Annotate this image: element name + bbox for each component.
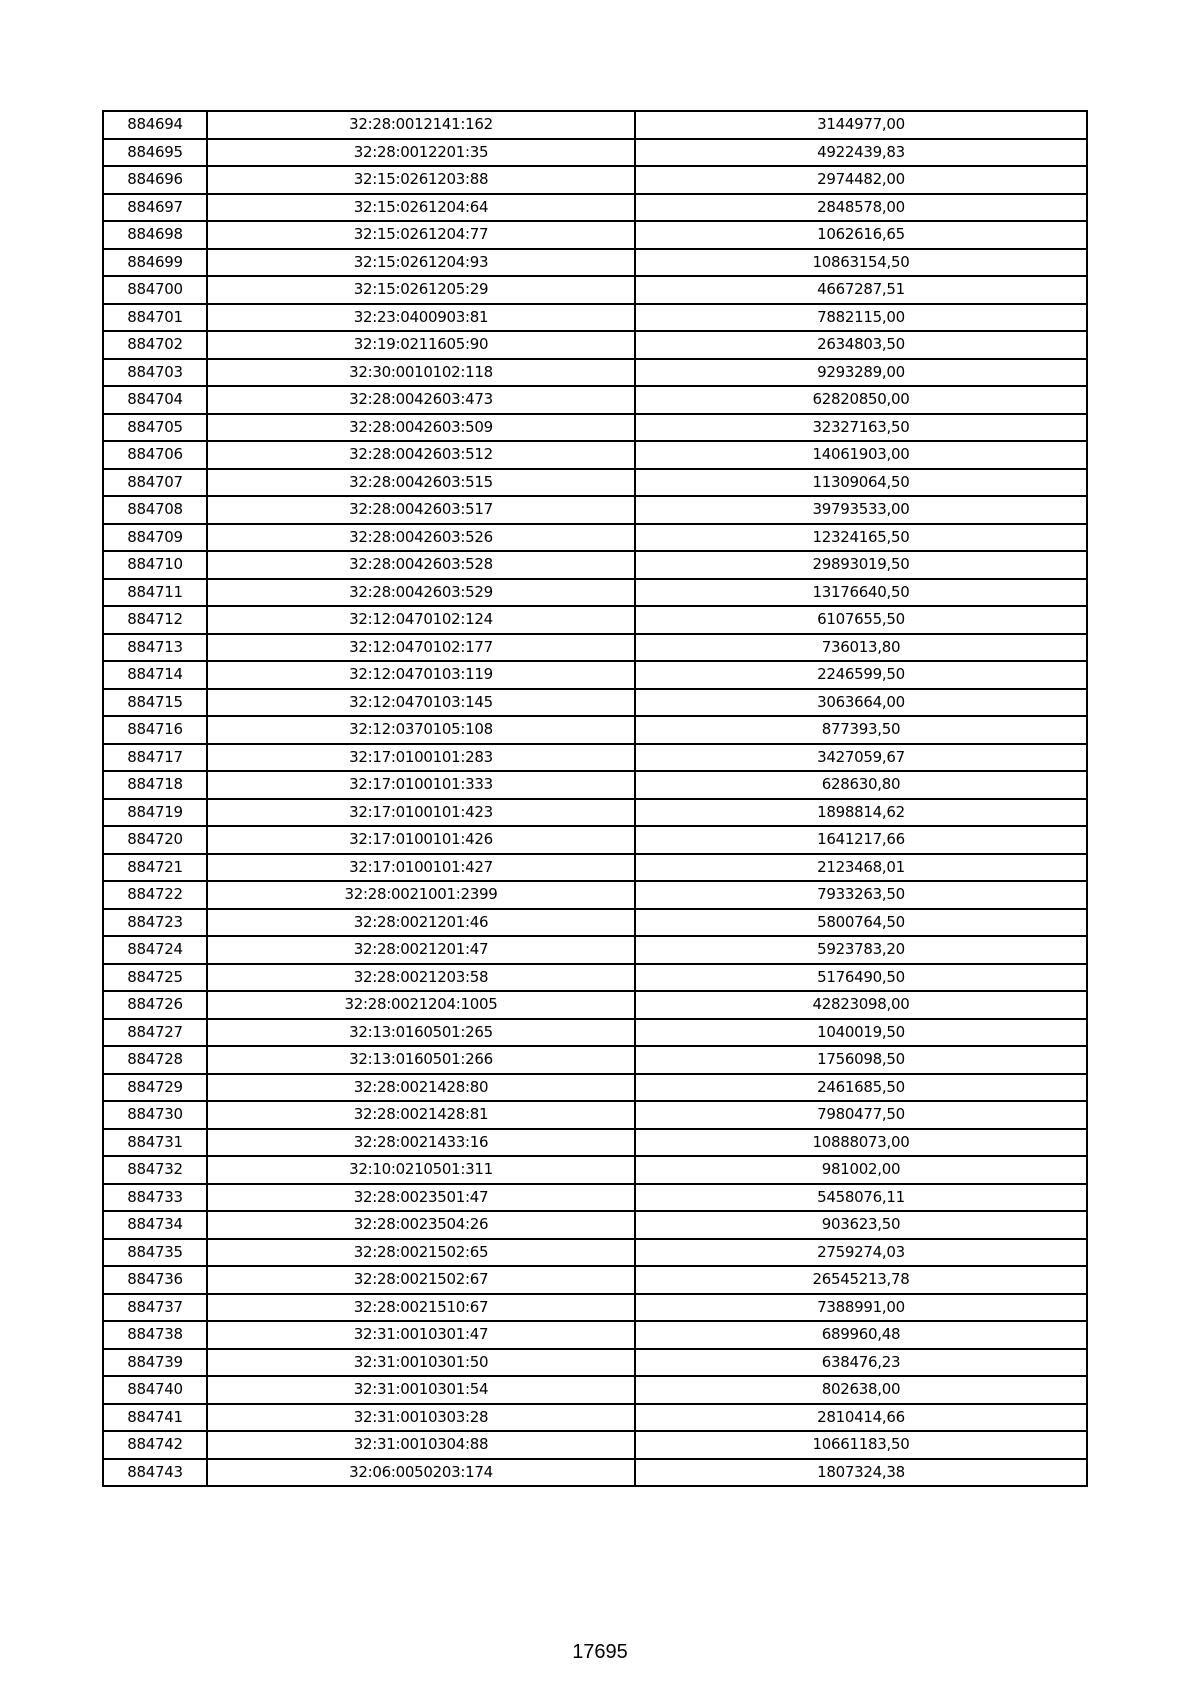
row-number-cell: 884722: [103, 881, 207, 909]
row-number-cell: 884715: [103, 689, 207, 717]
value-cell: 2810414,66: [635, 1404, 1087, 1432]
cadastral-number-cell: 32:28:0012141:162: [207, 111, 635, 139]
cadastral-number-cell: 32:17:0100101:423: [207, 799, 635, 827]
cadastral-number-cell: 32:10:0210501:311: [207, 1156, 635, 1184]
value-cell: 7980477,50: [635, 1101, 1087, 1129]
value-cell: 1756098,50: [635, 1046, 1087, 1074]
cadastral-number-cell: 32:28:0012201:35: [207, 139, 635, 167]
cadastral-number-cell: 32:28:0021201:47: [207, 936, 635, 964]
cadastral-number-cell: 32:28:0042603:512: [207, 441, 635, 469]
table-row: [103, 881, 1087, 909]
value-cell: 2974482,00: [635, 166, 1087, 194]
cadastral-number-cell: 32:06:0050203:174: [207, 1459, 635, 1487]
data-table: [102, 110, 1088, 1487]
value-cell: 10661183,50: [635, 1431, 1087, 1459]
row-number-cell: 884697: [103, 194, 207, 222]
value-cell: 9293289,00: [635, 359, 1087, 387]
cadastral-number-cell: 32:28:0042603:517: [207, 496, 635, 524]
table-row: [103, 496, 1087, 524]
value-cell: 2848578,00: [635, 194, 1087, 222]
cadastral-number-cell: 32:17:0100101:427: [207, 854, 635, 882]
value-cell: 689960,48: [635, 1321, 1087, 1349]
value-cell: 2759274,03: [635, 1239, 1087, 1267]
row-number-cell: 884699: [103, 249, 207, 277]
value-cell: 32327163,50: [635, 414, 1087, 442]
row-number-cell: 884712: [103, 606, 207, 634]
row-number-cell: 884705: [103, 414, 207, 442]
cadastral-number-cell: 32:19:0211605:90: [207, 331, 635, 359]
value-cell: 14061903,00: [635, 441, 1087, 469]
value-cell: 628630,80: [635, 771, 1087, 799]
cadastral-number-cell: 32:12:0470103:145: [207, 689, 635, 717]
value-cell: 5176490,50: [635, 964, 1087, 992]
table-row: [103, 469, 1087, 497]
row-number-cell: 884727: [103, 1019, 207, 1047]
value-cell: 39793533,00: [635, 496, 1087, 524]
row-number-cell: 884740: [103, 1376, 207, 1404]
value-cell: 802638,00: [635, 1376, 1087, 1404]
row-number-cell: 884717: [103, 744, 207, 772]
value-cell: 5458076,11: [635, 1184, 1087, 1212]
value-cell: 29893019,50: [635, 551, 1087, 579]
table-row: [103, 359, 1087, 387]
value-cell: 638476,23: [635, 1349, 1087, 1377]
row-number-cell: 884734: [103, 1211, 207, 1239]
value-cell: 2634803,50: [635, 331, 1087, 359]
cadastral-number-cell: 32:28:0023504:26: [207, 1211, 635, 1239]
table-row: [103, 1376, 1087, 1404]
table-row: [103, 1211, 1087, 1239]
table-row: [103, 1239, 1087, 1267]
row-number-cell: 884742: [103, 1431, 207, 1459]
table-row: [103, 991, 1087, 1019]
value-cell: 5800764,50: [635, 909, 1087, 937]
cadastral-number-cell: 32:28:0023501:47: [207, 1184, 635, 1212]
table-row: [103, 304, 1087, 332]
table-row: [103, 194, 1087, 222]
value-cell: 10888073,00: [635, 1129, 1087, 1157]
table-row: [103, 716, 1087, 744]
value-cell: 4667287,51: [635, 276, 1087, 304]
row-number-cell: 884738: [103, 1321, 207, 1349]
cadastral-number-cell: 32:28:0021001:2399: [207, 881, 635, 909]
cadastral-number-cell: 32:28:0021502:67: [207, 1266, 635, 1294]
row-number-cell: 884743: [103, 1459, 207, 1487]
table-row: [103, 276, 1087, 304]
cadastral-number-cell: 32:28:0021428:80: [207, 1074, 635, 1102]
value-cell: 12324165,50: [635, 524, 1087, 552]
table-body: [103, 111, 1087, 1486]
table-row: [103, 1156, 1087, 1184]
row-number-cell: 884700: [103, 276, 207, 304]
value-cell: 62820850,00: [635, 386, 1087, 414]
row-number-cell: 884711: [103, 579, 207, 607]
value-cell: 26545213,78: [635, 1266, 1087, 1294]
row-number-cell: 884719: [103, 799, 207, 827]
value-cell: 11309064,50: [635, 469, 1087, 497]
value-cell: 736013,80: [635, 634, 1087, 662]
table-row: [103, 909, 1087, 937]
cadastral-number-cell: 32:28:0021201:46: [207, 909, 635, 937]
cadastral-number-cell: 32:31:0010301:54: [207, 1376, 635, 1404]
row-number-cell: 884704: [103, 386, 207, 414]
cadastral-number-cell: 32:17:0100101:333: [207, 771, 635, 799]
row-number-cell: 884701: [103, 304, 207, 332]
value-cell: 2246599,50: [635, 661, 1087, 689]
value-cell: 13176640,50: [635, 579, 1087, 607]
row-number-cell: 884706: [103, 441, 207, 469]
cadastral-number-cell: 32:12:0470102:177: [207, 634, 635, 662]
table-row: [103, 606, 1087, 634]
table-row: [103, 1404, 1087, 1432]
page-number: 17695: [572, 1641, 628, 1663]
cadastral-number-cell: 32:12:0470102:124: [207, 606, 635, 634]
cadastral-number-cell: 32:28:0042603:473: [207, 386, 635, 414]
table-row: [103, 1074, 1087, 1102]
table-row: [103, 744, 1087, 772]
row-number-cell: 884710: [103, 551, 207, 579]
value-cell: 42823098,00: [635, 991, 1087, 1019]
table-row: [103, 771, 1087, 799]
row-number-cell: 884718: [103, 771, 207, 799]
value-cell: 1062616,65: [635, 221, 1087, 249]
value-cell: 3427059,67: [635, 744, 1087, 772]
value-cell: 903623,50: [635, 1211, 1087, 1239]
value-cell: 1807324,38: [635, 1459, 1087, 1487]
row-number-cell: 884703: [103, 359, 207, 387]
table-row: [103, 661, 1087, 689]
cadastral-number-cell: 32:28:0042603:515: [207, 469, 635, 497]
cadastral-number-cell: 32:15:0261204:77: [207, 221, 635, 249]
cadastral-number-cell: 32:13:0160501:265: [207, 1019, 635, 1047]
row-number-cell: 884695: [103, 139, 207, 167]
row-number-cell: 884732: [103, 1156, 207, 1184]
table-row: [103, 524, 1087, 552]
table-row: [103, 166, 1087, 194]
value-cell: 1898814,62: [635, 799, 1087, 827]
value-cell: 7388991,00: [635, 1294, 1087, 1322]
value-cell: 4922439,83: [635, 139, 1087, 167]
table-row: [103, 579, 1087, 607]
row-number-cell: 884737: [103, 1294, 207, 1322]
table-row: [103, 799, 1087, 827]
cadastral-number-cell: 32:31:0010303:28: [207, 1404, 635, 1432]
row-number-cell: 884721: [103, 854, 207, 882]
table-row: [103, 414, 1087, 442]
row-number-cell: 884733: [103, 1184, 207, 1212]
table-row: [103, 331, 1087, 359]
value-cell: 7933263,50: [635, 881, 1087, 909]
row-number-cell: 884730: [103, 1101, 207, 1129]
value-cell: 3063664,00: [635, 689, 1087, 717]
table-row: [103, 964, 1087, 992]
table-row: [103, 854, 1087, 882]
value-cell: 5923783,20: [635, 936, 1087, 964]
value-cell: 1641217,66: [635, 826, 1087, 854]
table-row: [103, 221, 1087, 249]
row-number-cell: 884694: [103, 111, 207, 139]
cadastral-number-cell: 32:23:0400903:81: [207, 304, 635, 332]
cadastral-number-cell: 32:28:0042603:528: [207, 551, 635, 579]
row-number-cell: 884735: [103, 1239, 207, 1267]
table-row: [103, 1184, 1087, 1212]
row-number-cell: 884731: [103, 1129, 207, 1157]
row-number-cell: 884726: [103, 991, 207, 1019]
row-number-cell: 884716: [103, 716, 207, 744]
table-row: [103, 1294, 1087, 1322]
row-number-cell: 884729: [103, 1074, 207, 1102]
table-row: [103, 249, 1087, 277]
row-number-cell: 884728: [103, 1046, 207, 1074]
row-number-cell: 884723: [103, 909, 207, 937]
cadastral-number-cell: 32:28:0021510:67: [207, 1294, 635, 1322]
value-cell: 3144977,00: [635, 111, 1087, 139]
table-row: [103, 826, 1087, 854]
value-cell: 2461685,50: [635, 1074, 1087, 1102]
value-cell: 1040019,50: [635, 1019, 1087, 1047]
row-number-cell: 884720: [103, 826, 207, 854]
row-number-cell: 884707: [103, 469, 207, 497]
cadastral-number-cell: 32:15:0261203:88: [207, 166, 635, 194]
value-cell: 7882115,00: [635, 304, 1087, 332]
table-row: [103, 551, 1087, 579]
cadastral-number-cell: 32:28:0021502:65: [207, 1239, 635, 1267]
value-cell: 2123468,01: [635, 854, 1087, 882]
cadastral-number-cell: 32:15:0261204:93: [207, 249, 635, 277]
cadastral-number-cell: 32:17:0100101:283: [207, 744, 635, 772]
table-row: [103, 1459, 1087, 1487]
cadastral-number-cell: 32:28:0021428:81: [207, 1101, 635, 1129]
cadastral-number-cell: 32:28:0021433:16: [207, 1129, 635, 1157]
row-number-cell: 884696: [103, 166, 207, 194]
table-row: [103, 386, 1087, 414]
value-cell: 981002,00: [635, 1156, 1087, 1184]
cadastral-number-cell: 32:13:0160501:266: [207, 1046, 635, 1074]
table-row: [103, 936, 1087, 964]
row-number-cell: 884739: [103, 1349, 207, 1377]
row-number-cell: 884709: [103, 524, 207, 552]
row-number-cell: 884702: [103, 331, 207, 359]
table-row: [103, 1101, 1087, 1129]
cadastral-number-cell: 32:28:0042603:509: [207, 414, 635, 442]
cadastral-number-cell: 32:28:0021203:58: [207, 964, 635, 992]
row-number-cell: 884714: [103, 661, 207, 689]
cadastral-number-cell: 32:31:0010301:50: [207, 1349, 635, 1377]
table-row: [103, 1019, 1087, 1047]
cadastral-number-cell: 32:31:0010301:47: [207, 1321, 635, 1349]
table-row: [103, 689, 1087, 717]
table-row: [103, 1431, 1087, 1459]
table-row: [103, 1129, 1087, 1157]
table-row: [103, 1266, 1087, 1294]
cadastral-number-cell: 32:30:0010102:118: [207, 359, 635, 387]
cadastral-number-cell: 32:28:0042603:529: [207, 579, 635, 607]
cadastral-number-cell: 32:28:0021204:1005: [207, 991, 635, 1019]
table-row: [103, 111, 1087, 139]
row-number-cell: 884741: [103, 1404, 207, 1432]
cadastral-number-cell: 32:12:0470103:119: [207, 661, 635, 689]
cadastral-number-cell: 32:31:0010304:88: [207, 1431, 635, 1459]
cadastral-number-cell: 32:17:0100101:426: [207, 826, 635, 854]
value-cell: 877393,50: [635, 716, 1087, 744]
table-row: [103, 139, 1087, 167]
table-row: [103, 1349, 1087, 1377]
table-row: [103, 1046, 1087, 1074]
row-number-cell: 884713: [103, 634, 207, 662]
value-cell: 6107655,50: [635, 606, 1087, 634]
row-number-cell: 884724: [103, 936, 207, 964]
cadastral-number-cell: 32:12:0370105:108: [207, 716, 635, 744]
cadastral-number-cell: 32:15:0261205:29: [207, 276, 635, 304]
row-number-cell: 884725: [103, 964, 207, 992]
cadastral-number-cell: 32:15:0261204:64: [207, 194, 635, 222]
cadastral-number-cell: 32:28:0042603:526: [207, 524, 635, 552]
row-number-cell: 884708: [103, 496, 207, 524]
row-number-cell: 884736: [103, 1266, 207, 1294]
row-number-cell: 884698: [103, 221, 207, 249]
table-row: [103, 1321, 1087, 1349]
table-row: [103, 634, 1087, 662]
value-cell: 10863154,50: [635, 249, 1087, 277]
table-row: [103, 441, 1087, 469]
